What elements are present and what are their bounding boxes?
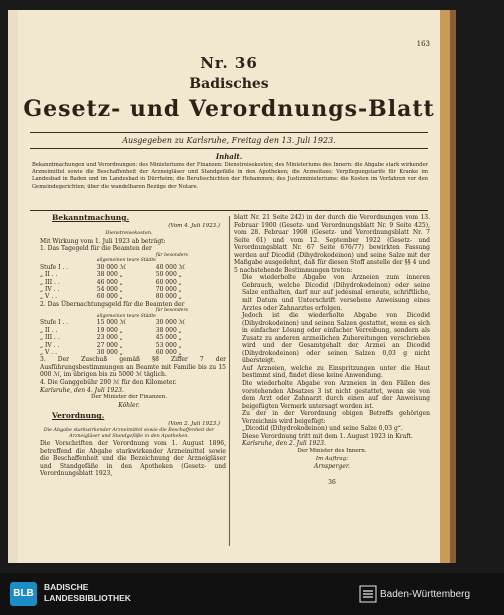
paragraph-3: 3. Der Zuschuß gemäß §8 Ziffer 7 der Ausführungsbestimmungen an Beamte mit Familie bis zu 15 000 ℳ, im übrigen bis zu 5000 ℳ täglich. bbox=[40, 356, 226, 379]
right-signature-name: Arnsperger. bbox=[314, 463, 350, 471]
table-row: „ III . . 46 000 „ 60 000 „ bbox=[40, 278, 182, 286]
right-signature-note: Im Auftrag: bbox=[315, 455, 349, 462]
paragraph-1a: 1. Das Tagegeld für die Beamten der bbox=[40, 245, 152, 253]
table-row: „ IV . . 54 000 „ 70 000 „ bbox=[40, 285, 182, 293]
verordnung-date: (Vom 2. Juli 1923.) bbox=[168, 420, 220, 427]
right-paragraph-5: Die wiederholte Abgabe von Arzneien in den Fällen des vorstehenden Absatzes 3 ist nicht gestattet, wenn sie von dem Arzt oder Zahnarzt durch einen auf der Anweisung beigefügten Vermerk untersagt worden ist. bbox=[242, 380, 430, 410]
left-column bbox=[32, 214, 226, 478]
right-place-date: Karlsruhe, den 2. Juli 1923. bbox=[242, 440, 326, 448]
title-rule-top bbox=[30, 132, 428, 133]
right-paragraph-7: „Dicodid (Dihydrokodeinon) und seine Salze 0,03 g“. bbox=[242, 425, 403, 433]
table-header-a: für besonders bbox=[155, 308, 189, 314]
book-cover-edge bbox=[450, 10, 456, 563]
table-row: Stufe I . . 15 000 ℳ 30 000 ℳ bbox=[40, 319, 186, 327]
baden-wuerttemberg-crest-icon bbox=[359, 584, 377, 604]
table-row: „ III . . 23 000 „ 45 000 „ bbox=[40, 334, 182, 342]
title-line-1: Badisches bbox=[189, 76, 269, 92]
paragraph-4: 4. Die Ganggebühr 200 ℳ für den Kilometer. bbox=[40, 378, 177, 386]
table-row: Stufe I . . 30 000 ℳ 40 000 ℳ bbox=[40, 263, 186, 271]
verordnung-heading-row bbox=[32, 412, 226, 421]
left-page-edge bbox=[8, 10, 18, 563]
right-column bbox=[234, 214, 430, 486]
bekanntmachung-date: (Vom 4. Juli 1923.) bbox=[168, 222, 220, 229]
scanned-volume bbox=[8, 10, 456, 563]
verordnung-text: Die Vorschriften der Verordnung vom 1. August 1896, betreffend die Abgabe starkwirkender Arzneimittel sowie die Beschaffenheit und die Bezeichnung der Arzneigläser und Standgefäße in den Apotheken (Gesetz- und Verordnungsblatt 1923, bbox=[40, 440, 226, 478]
page-number: 163 bbox=[416, 40, 430, 48]
state-name[interactable]: Baden-Württemberg bbox=[380, 589, 471, 600]
contents-text: Bekanntmachungen und Verordnungen: des Ministeriums der Finanzen: Dienstreisekosten; des Ministeriums des Innern: die Abgabe stark wirkender Arzneimittel sowie die Beschaffenheit der Arzneigläser und Standgefäße in den Apotheken; die Arzneitaxe; Verpflegungstarife für Kranke im Landesbad in Baden und im Landesbad in Dürrheim; die Berufsschichten der Hebammen; des Justizministeriums: die Kosten im Verfahren vor den Gemeindegerichten; über die wandelbaren Bezüge der Notare. bbox=[32, 162, 428, 190]
bekanntmachung-title: Bekanntmachung. bbox=[52, 213, 130, 222]
right-paragraph-3: Jedoch ist die wiederholte Abgabe von Dicodid (Dihydrokodeinon) und seinen Salzen gestattet, wenn es sich in einfacher Lösung oder einfacher Verreibung, sondern als Zusatz zu anderen arzneilichen Zubereitungen verschrieben wird und der Gesamtgehalt der Arznei an Dicodid (Dihydrokodeinon) oder seinen Salzen 0,03 g nicht übersteigt. bbox=[242, 312, 430, 365]
title-rule-bottom bbox=[30, 148, 428, 149]
signature-name: Köhler. bbox=[118, 401, 140, 409]
tagegeld-table bbox=[38, 253, 218, 301]
table-header-b: allgemeinen teure Städte bbox=[96, 258, 156, 264]
table-row: „ II . . 19 000 „ 38 000 „ bbox=[40, 326, 182, 334]
uebernachtungsgeld-table bbox=[38, 308, 218, 356]
issue-number: Nr. 36 bbox=[200, 54, 258, 72]
library-name[interactable] bbox=[44, 582, 131, 604]
signature-office: Der Minister der Finanzen. bbox=[91, 394, 167, 401]
right-paragraph-1: blatt Nr. 21 Seite 242) in der durch die Verordnungen vom 13. Februar 1900 (Gesetz- und Verordnungsblatt Nr. 9 Seite 425), vom 28. Februar 1908 (Gesetz- und Verordnungsblatt Nr. 7 Seite 61) und vom 12. September 1922 (Gesetz- und Verordnungsblatt Nr. 67 Seite 676/77) bewirkten Fassung werden auf Dicodid (Dihydrokodeinon) und seine Salze mit der Maßgabe ausgedehnt, daß für diesen Stoff anstelle der §§ 4 und 5 nachstehende Bestimmungen treten: bbox=[234, 214, 430, 274]
verordnung-title: Verordnung. bbox=[52, 411, 105, 421]
paragraph-2: 2. Das Übernachtungsgeld für die Beamten der bbox=[40, 300, 185, 308]
table-row: „ V . . 30 000 „ 60 000 „ bbox=[40, 348, 182, 356]
right-paragraph-8: Diese Verordnung tritt mit dem 1. August 1923 in Kraft. bbox=[242, 432, 413, 440]
table-header-b: allgemeinen teure Städte bbox=[96, 313, 156, 319]
verordnung-subject: Die Abgabe starkwirkender Arzneimittel sowie die Beschaffenheit der Arzneigläser und Standgefäße in den Apotheken. bbox=[43, 428, 215, 440]
issue-date-line: Ausgegeben zu Karlsruhe, Freitag den 13. Juli 1923. bbox=[122, 136, 336, 145]
right-paragraph-4: Auf Arzneien, welche zu Einspritzungen unter die Haut bestimmt sind, findet diese keine Anwendung. bbox=[242, 364, 430, 380]
contents-heading: Inhalt. bbox=[215, 152, 243, 161]
table-row: „ V . . 60 000 „ 80 000 „ bbox=[40, 293, 182, 301]
bekanntmachung-heading-row bbox=[32, 214, 226, 223]
bekanntmachung-subject: Dienstreisekosten. bbox=[105, 230, 153, 237]
table-row: „ II . . 38 000 „ 50 000 „ bbox=[40, 271, 182, 279]
title-line-2: Gesetz- und Verordnungs-Blatt bbox=[23, 96, 435, 122]
right-signature-office: Der Minister des Innern. bbox=[297, 447, 367, 454]
table-row: „ IV . . 27 000 „ 53 000 „ bbox=[40, 341, 182, 349]
right-paragraph-6: Zu der in der Verordnung obigen Betreffs gehörigen Verzeichnis wird beigefügt: bbox=[242, 410, 430, 425]
table-header-a: für besonders bbox=[155, 252, 189, 258]
right-paragraph-2: Die wiederholte Abgabe von Arzneien zum inneren Gebrauch, welche Dicodid (Dihydrokodeinon) oder seine Salze enthalten, darf nur auf jedesmal erneute, schriftliche, mit Datum und Unterschrift versehene Anweisung eines Arztes oder Zahnarztes erfolgen. bbox=[242, 274, 430, 312]
document-page bbox=[18, 10, 440, 563]
place-date: Karlsruhe, den 4. Juli 1923. bbox=[40, 386, 124, 394]
contents-rule bbox=[30, 210, 428, 211]
blb-logo[interactable]: BLB bbox=[10, 582, 37, 606]
library-name-line-1: BADISCHE bbox=[44, 582, 89, 592]
footer-sheet-number: 36 bbox=[328, 478, 336, 486]
column-divider bbox=[229, 216, 230, 546]
paragraph-1: Mit Wirkung vom 1. Juli 1923 ab beträgt: bbox=[40, 237, 166, 245]
library-name-line-2: LANDESBIBLIOTHEK bbox=[44, 593, 131, 603]
